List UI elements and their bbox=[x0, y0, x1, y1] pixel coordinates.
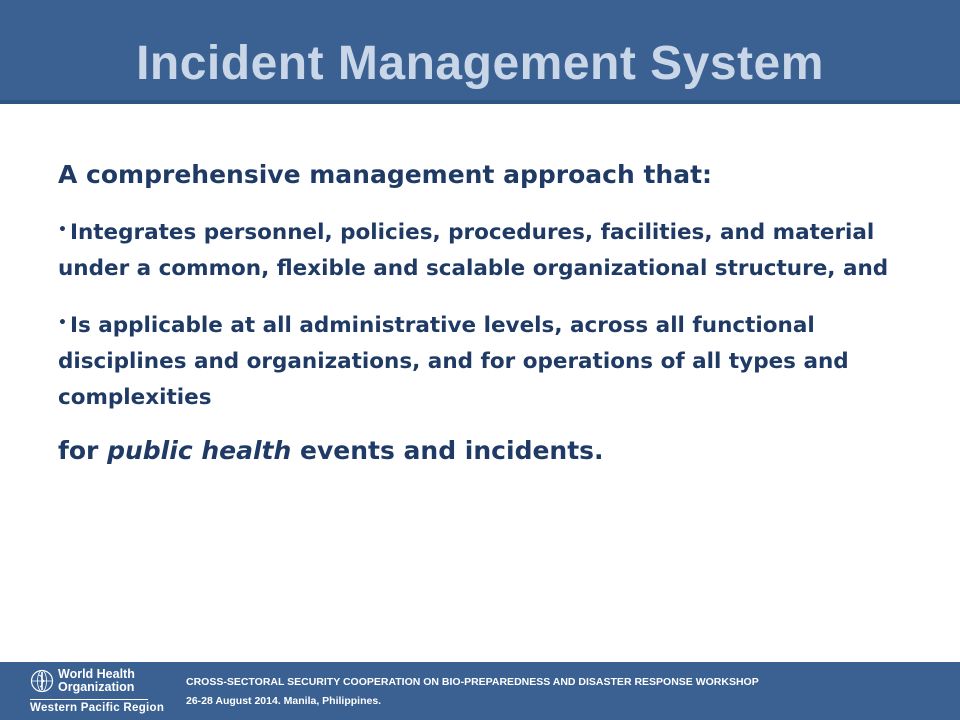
bullet-dot-icon: • bbox=[58, 315, 67, 331]
closing-prefix: for bbox=[58, 436, 108, 465]
closing-emphasis: public health bbox=[107, 436, 292, 465]
who-emblem-icon bbox=[30, 669, 54, 693]
bullet-dot-icon: • bbox=[58, 222, 67, 238]
closing-text bbox=[58, 434, 898, 468]
who-region: Western Pacific Region bbox=[30, 702, 165, 714]
footer-bar bbox=[0, 662, 960, 720]
bullet-text-2: Is applicable at all administrative levels, across all functional disciplines and organizations, and for operations of all types and complexities bbox=[58, 313, 849, 410]
bullet-item-2 bbox=[58, 305, 898, 416]
workshop-date: 26-28 August 2014. Manila, Philippines. bbox=[186, 695, 382, 707]
bullet-item-1 bbox=[58, 212, 898, 287]
slide-body bbox=[58, 158, 898, 468]
lead-text: A comprehensive management approach that: bbox=[58, 160, 713, 189]
who-name-line1: World Health bbox=[58, 667, 135, 681]
title-bar bbox=[0, 0, 960, 104]
who-name bbox=[58, 668, 158, 694]
closing-suffix: events and incidents. bbox=[291, 436, 604, 465]
footer-divider bbox=[30, 699, 148, 700]
slide-title: Incident Management System bbox=[136, 37, 824, 90]
bullet-text-1: Integrates personnel, policies, procedures, facilities, and material under a common, flexible and scalable organizational structure, and bbox=[58, 220, 889, 281]
workshop-title: CROSS-SECTORAL SECURITY COOPERATION ON BIO-PREPAREDNESS AND DISASTER RESPONSE WORKSHOP bbox=[186, 676, 759, 688]
who-name-line2: Organization bbox=[58, 680, 135, 694]
